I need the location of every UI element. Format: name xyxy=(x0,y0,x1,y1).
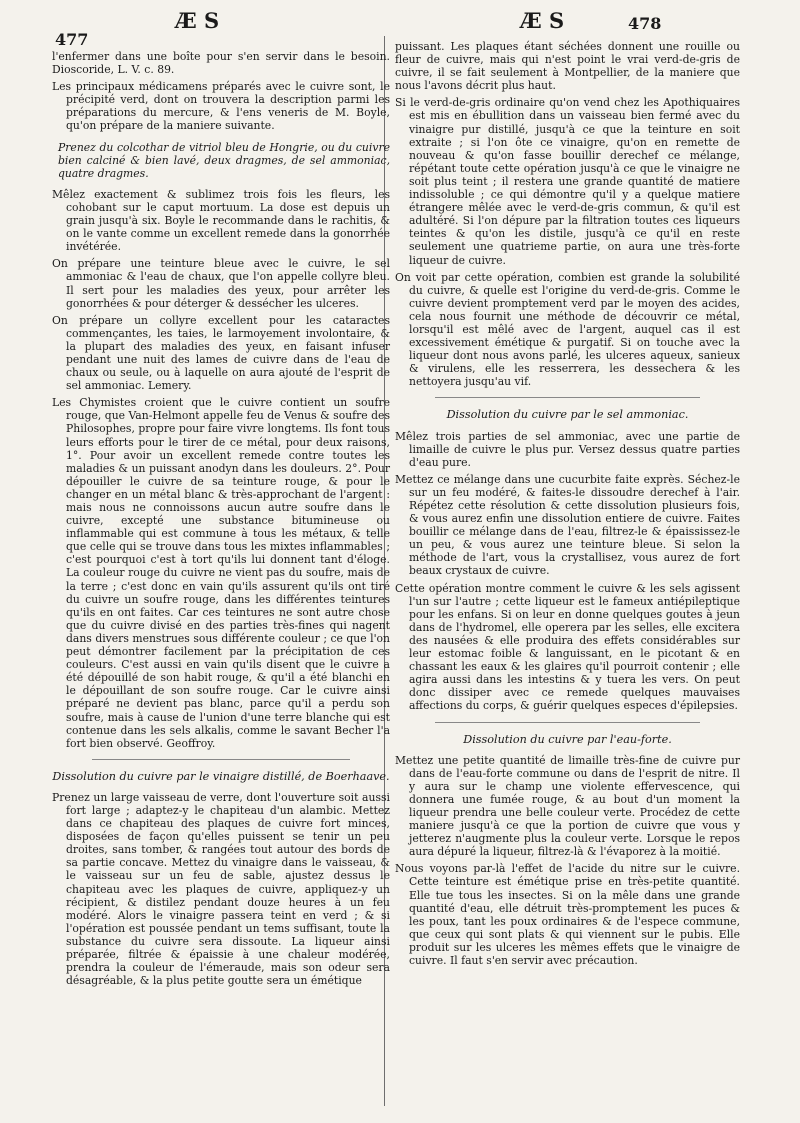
right-page-number: 478 xyxy=(628,14,662,33)
paragraph: Prenez un large vaisseau de verre, dont l'ouverture soit aussi fort large ; adaptez-y le chapiteau d'un alambic. Mettez dans ce chapiteau des plaques de cuivre fort minces, disposées de façon qu'elles puissent se tenir un peu droites, sans tomber, & rangées tout autour des bords de sa partie concave. Mettez du vinaigre dans le vaisseau, & le vaisseau sur un feu de sable, ajustez dessus le chapiteau avec les plaques de cuivre, appliquez-y un récipient, & distilez pendant douze heures à un feu modéré. Alors le vinaigre passera teint en verd ; & si l'opération est poussée pendant un tems suffisant, toute la substance du cuivre sera dissoute. La liqueur ainsi préparée, filtrée & épaissie à une chaleur modérée, prendra la couleur de l'émeraude, mais son odeur sera désagréable, & la plus petite goutte sera un émétique xyxy=(52,790,390,988)
paragraph: On prépare une teinture bleue avec le cuivre, le sel ammoniac & l'eau de chaux, que l'on appelle collyre bleu. Il sert pour les maladies des yeux, pour arrêter les gonorrhées & pour déterger & dessécher les ulceres. xyxy=(52,257,390,310)
paragraph: Mettez ce mélange dans une cucurbite faite exprès. Séchez-le sur un feu modéré, & faites-le dissoudre derechef à l'air. Répétez cette résolution & cette dissolution plusieurs fois, & vous aurez enfin une dissolution entiere de cuivre. Faites bouillir ce mélange dans de l'eau, filtrez-le & épaississez-le un peu, & vous aurez une teinture bleue. Si selon la méthode de l'art, vous la crystallisez, vous aurez de fort beaux crystaux de cuivre. xyxy=(395,472,740,578)
section-title: Dissolution du cuivre par l'eau-forte. xyxy=(463,732,672,746)
paragraph: puissant. Les plaques étant séchées donnent une rouille ou fleur de cuivre, mais qui n'est point le vrai verd-de-gris de cuivre, il se fait seulement à Montpellier, de la maniere que nous l'avons décrit plus haut. xyxy=(395,40,740,93)
paragraph: Mettez une petite quantité de limaille très-fine de cuivre pur dans de l'eau-forte commune ou dans de l'esprit de nitre. Il y aura sur le champ une violente effervescence, qui donnera une fumée rouge, & au bout d'un moment la liqueur prendra une belle couleur verte. Procédez de cette maniere jusqu'à ce que la portion de cuivre que vous y jetterez n'augmente plus la couleur verte. Lorsque le repos aura dépuré la liqueur, filtrez-là & l'évaporez à la moitié. xyxy=(395,753,740,859)
section-title: Dissolution du cuivre par le sel ammoniac. xyxy=(446,408,689,422)
left-running-head: Æ S xyxy=(175,8,220,33)
section-divider xyxy=(92,759,350,760)
section-title: Dissolution du cuivre par le vinaigre distillé, de Boerhaave. xyxy=(52,769,390,783)
paragraph: On prépare un collyre excellent pour les cataractes commençantes, les taies, le larmoyement involontaire, & la plupart des maladies des yeux, en faisant infuser pendant une nuit des lames de cuivre dans de l'eau de chaux ou seule, ou à laquelle on aura ajouté de l'esprit de sel ammoniac. Lemery. xyxy=(52,313,390,393)
paragraph: Si le verd-de-gris ordinaire qu'on vend chez les Apothiquaires est mis en ébullition dans un vaisseau bien fermé avec du vinaigre pur distillé, jusqu'à ce que la teinture en soit extraite ; si l'on ôte ce vinaigre, qu'on en remette de nouveau & qu'on fasse bouillir derechef ce mélange, répétant toute cette opération jusqu'à ce que le vinaigre ne soit plus teint ; il restera une grande quantité de matiere indissoluble ; ce qui démontre qu'il y a quelque matiere étrangere mêlée avec le verd-de-gris commun, & qu'il est adultéré. Si l'on dépure par la filtration toutes ces liqueurs teintes & qu'on les distile, jusqu'à ce qu'il en reste seulement une quatrieme partie, on aura une très-forte liqueur de cuivre. xyxy=(395,96,740,267)
section-divider xyxy=(435,397,700,398)
right-column xyxy=(395,40,740,971)
right-running-head: Æ S xyxy=(520,8,565,33)
left-column xyxy=(52,50,390,991)
paragraph: Cette opération montre comment le cuivre & les sels agissent l'un sur l'autre ; cette liqueur est le fameux antiépileptique pour les enfans. Si on leur en donne quelques goutes à jeun dans de l'hydromel, elle operera par les selles, elle excitera des nausées & elle produira des effets considérables sur leur estomac foible & languissant, en le picotant & en chassant les eaux & les glaires qu'il pourroit contenir ; elle agira aussi dans les intestins & y tuera les vers. On peut donc dissiper avec ce remede quelques mauvaises affections du corps, & guérir quelques especes d'épilepsies. xyxy=(395,581,740,713)
paragraph: Les Chymistes croient que le cuivre contient un soufre rouge, que Van-Helmont appelle feu de Venus & soufre des Philosophes, propre pour faire vivre longtems. Ils font tous leurs efforts pour le tirer de ce métal, pour deux raisons, 1°. Pour avoir un excellent remede contre toutes les maladies & un puissant anodyn dans les douleurs. 2°. Pour dépouiller le cuivre de sa teinture rouge, & pour le changer en un métal blanc & très-approchant de l'argent : mais nous ne connoissons aucun autre soufre dans le cuivre, excepté une substance bitumineuse ou inflammable qui est commune à tous les métaux, & telle que celle qui se trouve dans tous les mixtes inflammables ; c'est pourquoi c'est à tort qu'ils lui donnent tant d'éloge. La couleur rouge du cuivre ne vient pas du soufre, mais de la terre ; c'est donc en vain qu'ils assurent qu'ils ont tiré du cuivre un soufre rouge, dans les différentes teintures qu'ils en ont faites. Car ces teintures ne sont autre chose que du cuivre divisé en des parties très-fines qui nagent dans divers menstrues sous différente couleur ; ce que l'on peut démontrer facilement par la précipitation de ces couleurs. C'est aussi en vain qu'ils disent que le cuivre a été dépouillé de son habit rouge, & qu'il a été blanchi en le dépouillant de son soufre rouge. Car le cuivre ainsi préparé ne devient pas blanc, parce qu'il a perdu son soufre, mais à cause de l'union d'une terre blanche qui est contenue dans les sels alkalis, comme le savant Becher l'a fort bien observé. Geoffroy. xyxy=(52,396,390,750)
paragraph: Mêlez exactement & sublimez trois fois les fleurs, les cohobant sur le caput mortuum. La dose est depuis un grain jusqu'à six. Boyle le recommande dans le rachitis, & on le vante comme un excellent remede dans la gonorrhée invétérée. xyxy=(52,187,390,254)
recipe: Prenez du colcothar de vitriol bleu de Hongrie, ou du cuivre bien calciné & bien lavé, deux dragmes, de sel ammoniac, quatre dragmes. xyxy=(58,140,390,180)
paragraph: Nous voyons par-là l'effet de l'acide du nitre sur le cuivre. Cette teinture est émétique prise en très-petite quantité. Elle tue tous les insectes. Si on la mêle dans une grande quantité d'eau, elle détruit très-promptement les puces & les poux, tant les poux ordinaires & de l'espece commune, que ceux qui sont plats & qui viennent sur le pubis. Elle produit sur les ulceres les mêmes effets que le vinaigre de cuivre. Il faut s'en servir avec précaution. xyxy=(395,862,740,967)
section-divider xyxy=(435,722,700,723)
paragraph: On voit par cette opération, combien est grande la solubilité du cuivre, & quelle est l'origine du verd-de-gris. Comme le cuivre devient promptement verd par le moyen des acides, cela nous fournit une méthode de découvrir ce métal, lorsqu'il est mêlé avec de l'argent, auquel cas il est excessivement émétique & purgatif. Si on touche avec la liqueur dont nous avons parlé, les ulceres aqueux, sanieux & virulens, elle les resserrera, les dessechera & les nettoyera jusqu'au vif. xyxy=(395,270,740,389)
paragraph: l'enfermer dans une boîte pour s'en servir dans le besoin. Dioscoride, L. V. c. 89. xyxy=(52,50,390,77)
left-page-number: 477 xyxy=(55,30,89,49)
paragraph: Mêlez trois parties de sel ammoniac, avec une partie de limaille de cuivre le plus pur. Versez dessus quatre parties d'eau pure. xyxy=(395,429,740,469)
paragraph: Les principaux médicamens préparés avec le cuivre sont, le précipité verd, dont on trouvera la description parmi les préparations du mercure, & l'ens veneris de M. Boyle, qu'on prépare de la maniere suivante. xyxy=(52,80,390,133)
